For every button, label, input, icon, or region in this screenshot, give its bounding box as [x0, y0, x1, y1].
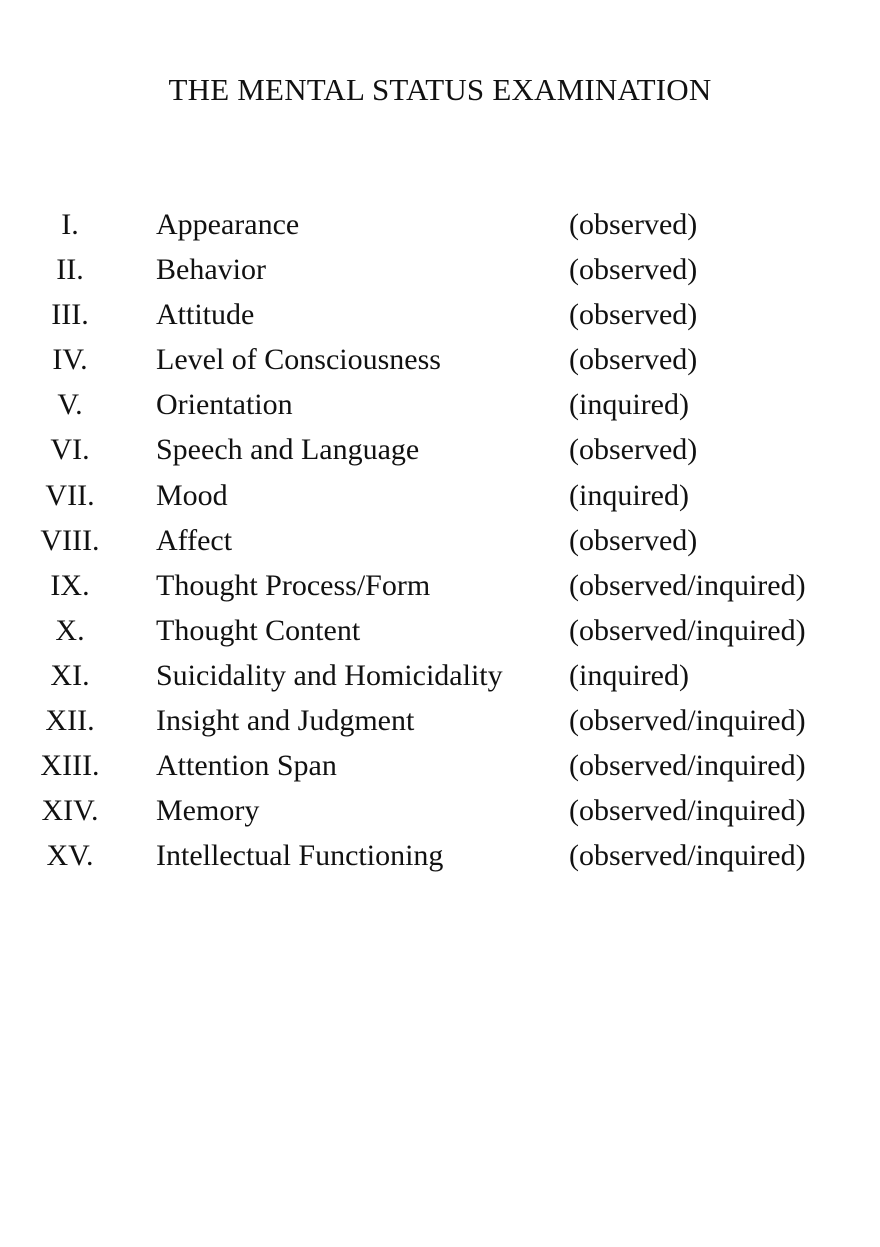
item-numeral: VI. — [50, 433, 90, 467]
list-item — [0, 249, 880, 294]
item-method: (observed/inquired) — [569, 613, 806, 647]
item-method: (observed) — [569, 523, 698, 557]
item-label: Level of Consciousness — [156, 343, 441, 377]
item-numeral: XV. — [46, 839, 94, 873]
item-method: (observed) — [569, 343, 698, 377]
item-label: Insight and Judgment — [156, 704, 415, 738]
list-item — [0, 610, 880, 655]
list-item — [0, 384, 880, 429]
item-numeral: XII. — [45, 704, 95, 738]
item-label: Affect — [156, 523, 233, 557]
list-item — [0, 204, 880, 249]
item-label: Thought Content — [156, 613, 361, 647]
item-label: Attitude — [156, 298, 255, 332]
item-numeral: VIII. — [40, 523, 100, 557]
item-method: (observed/inquired) — [569, 839, 806, 873]
item-label: Behavior — [156, 253, 266, 287]
item-numeral: XIV. — [41, 794, 99, 828]
list-item — [0, 339, 880, 384]
item-method: (observed) — [569, 298, 698, 332]
item-numeral: II. — [56, 253, 84, 287]
list-item — [0, 700, 880, 745]
item-numeral: III. — [51, 298, 89, 332]
item-method: (inquired) — [569, 478, 689, 512]
list-item — [0, 655, 880, 700]
item-numeral: VII. — [45, 478, 95, 512]
item-method: (observed) — [569, 253, 698, 287]
list-item — [0, 520, 880, 565]
list-item — [0, 565, 880, 610]
item-numeral: X. — [55, 613, 85, 647]
item-method: (observed/inquired) — [569, 749, 806, 783]
item-method: (observed) — [569, 208, 698, 241]
item-label: Intellectual Functioning — [156, 839, 444, 873]
item-label: Speech and Language — [156, 433, 420, 467]
list-item — [0, 745, 880, 790]
item-label: Attention Span — [156, 749, 337, 783]
item-label: Thought Process/Form — [156, 568, 431, 602]
item-numeral: XIII. — [40, 749, 100, 783]
item-numeral: IX. — [50, 568, 90, 602]
item-method: (observed) — [569, 433, 698, 467]
list-item — [0, 429, 880, 474]
item-label: Appearance — [156, 208, 300, 241]
item-numeral: I. — [61, 208, 79, 241]
list-item — [0, 294, 880, 339]
list-item — [0, 835, 880, 880]
item-method: (inquired) — [569, 388, 689, 422]
item-label: Orientation — [156, 388, 293, 422]
item-method: (inquired) — [569, 658, 689, 692]
item-label: Mood — [156, 478, 228, 512]
item-numeral: V. — [57, 388, 83, 422]
page-title: THE MENTAL STATUS EXAMINATION — [168, 72, 712, 107]
item-method: (observed/inquired) — [569, 794, 806, 828]
item-label: Memory — [156, 794, 260, 828]
item-numeral: XI. — [50, 658, 90, 692]
item-label: Suicidality and Homicidality — [156, 658, 503, 692]
list-item — [0, 790, 880, 835]
exam-item-list — [0, 204, 880, 880]
item-method: (observed/inquired) — [569, 704, 806, 738]
list-item — [0, 475, 880, 520]
item-method: (observed/inquired) — [569, 568, 806, 602]
item-numeral: IV. — [52, 343, 88, 377]
